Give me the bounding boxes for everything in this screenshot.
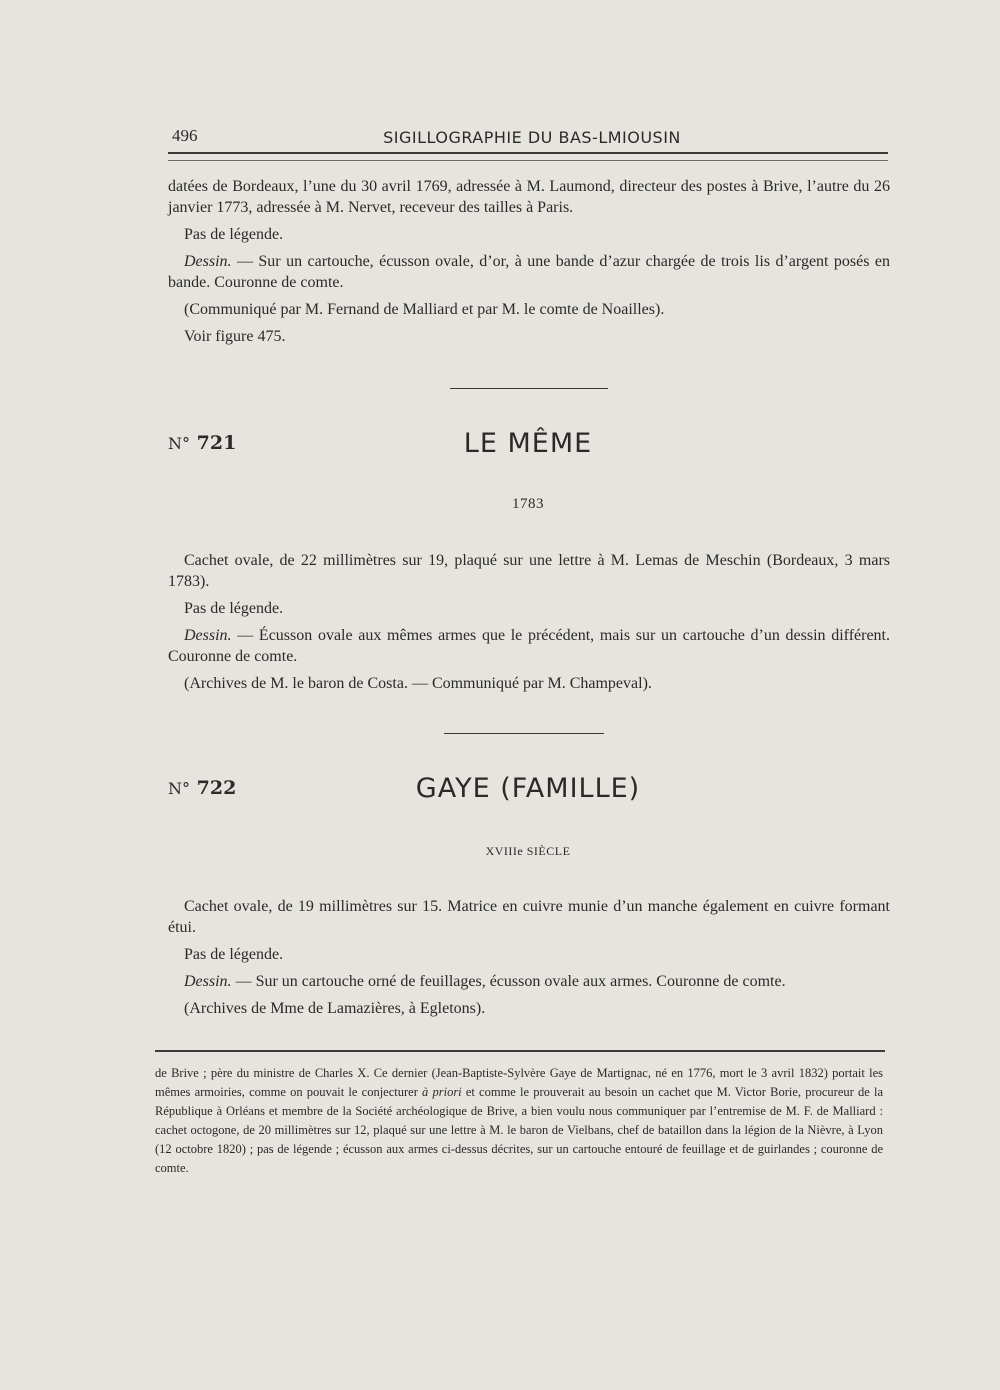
intro-communique: (Communiqué par M. Fernand de Malliard et par M. le comte de Noailles). <box>184 301 665 318</box>
intro-legend: Pas de légende. <box>184 226 284 243</box>
entry-722-source: (Archives de Mme de Lamazières, à Egletons). <box>184 1000 486 1017</box>
entry-number-721: N° 721 <box>168 432 237 454</box>
header-rule-thin <box>168 160 888 161</box>
entry-721-description: Cachet ovale, de 22 millimètres sur 19, plaqué sur une lettre à M. Lemas de Meschin (Bordeaux, 3 mars 1783). <box>168 552 890 590</box>
footnote-rule <box>155 1050 885 1052</box>
entry-date-721: 1783 <box>512 496 544 512</box>
dessin-text: — Sur un cartouche, écusson ovale, d’or, à une bande d’azur chargée de trois lis d’argent posés en bande. Couronne de comte. <box>168 253 890 291</box>
intro-block <box>168 176 890 353</box>
intro-paragraph: datées de Bordeaux, l’une du 30 avril 1769, adressée à M. Laumond, directeur des postes à Brive, l’autre du 26 janvier 1773, adressée à M. Nervet, receveur des tailles à Paris. <box>168 178 890 216</box>
header-rule <box>168 152 888 154</box>
intro-voir: Voir figure 475. <box>184 328 286 345</box>
running-title: SIGILLOGRAPHIE DU BAS-LMIOUSIN <box>383 128 681 147</box>
dessin-text: — Écusson ovale aux mêmes armes que le précédent, mais sur un cartouche d’un dessin différent. Couronne de comte. <box>168 627 890 665</box>
entry-722-description: Cachet ovale, de 19 millimètres sur 15. Matrice en cuivre munie d’un manche également en cuivre formant étui. <box>168 898 890 936</box>
entry-721-source: (Archives de M. le baron de Costa. — Communiqué par M. Champeval). <box>184 675 652 692</box>
entry-721-body <box>168 550 890 700</box>
dessin-label: Dessin. <box>184 253 232 270</box>
section-separator <box>450 388 608 389</box>
entry-721-legend: Pas de légende. <box>184 600 284 617</box>
entry-date-722: XVIIIe SIÈCLE <box>485 844 571 858</box>
entry-number-722: N° 722 <box>168 777 237 799</box>
entry-722-body <box>168 896 890 1025</box>
entry-title-722: GAYE (FAMILLE) <box>415 773 641 804</box>
entry-722-legend: Pas de légende. <box>184 946 284 963</box>
dessin-label: Dessin. <box>184 973 232 990</box>
dessin-text: — Sur un cartouche orné de feuillages, écusson ovale aux armes. Couronne de comte. <box>231 973 786 990</box>
page-header <box>172 122 892 152</box>
entry-722-dessin <box>168 971 890 992</box>
entry-721-dessin <box>168 625 890 667</box>
entry-title-721: LE MÊME <box>463 428 593 459</box>
intro-dessin <box>168 251 890 293</box>
footnote: de Brive ; père du ministre de Charles X. Ce dernier (Jean-Baptiste-Sylvère Gaye de Martignac, né en 1776, mort le 3 avril 1832) portait les mêmes armoiries, comme on pouvait le conjecturer à priori et comme le prouverait au besoin un cachet que M. Victor Borie, procureur de la République à Orléans et membre de la Société archéologique de Brive, a bien voulu nous communiquer par l’entremise de M. F. de Malliard : cachet octogone, de 20 millimètres sur 12, plaqué sur une lettre à M. le baron de Vielbans, chef de bataillon dans la légion de la Nièvre, à Lyon (12 octobre 1820) ; pas de légende ; écusson aux armes ci-dessus décrites, sur un cartouche entouré de feuillage et de guirlandes ; couronne de comte. <box>155 1066 883 1175</box>
page-number: 496 <box>172 126 198 145</box>
section-separator <box>444 733 604 734</box>
dessin-label: Dessin. <box>184 627 232 644</box>
